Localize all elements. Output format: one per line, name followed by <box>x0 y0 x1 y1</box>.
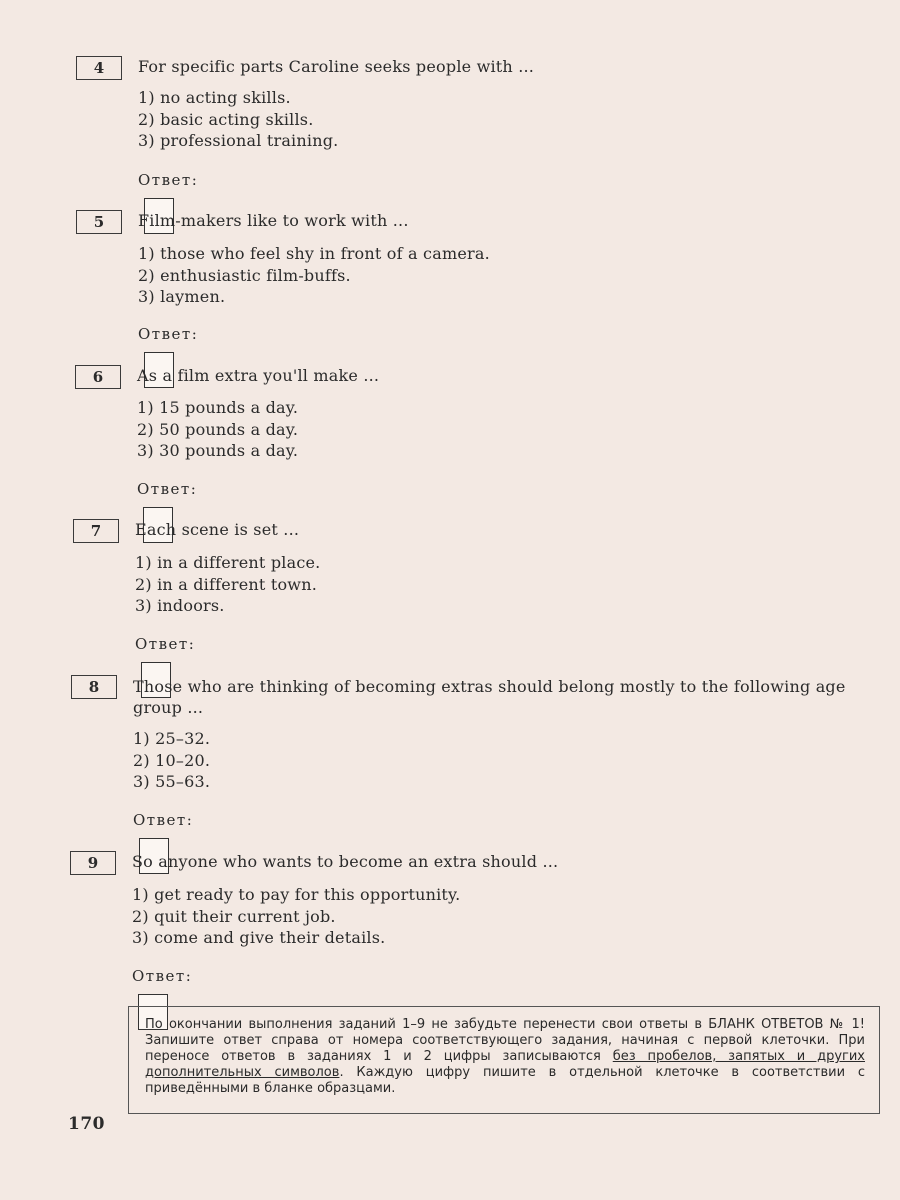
option-2[interactable]: 2) 10–20. <box>133 750 211 770</box>
instruction-note <box>128 1006 880 1114</box>
option-3[interactable]: 3) come and give their details. <box>132 928 386 947</box>
option-3[interactable]: 3) 30 pounds a day. <box>137 441 299 460</box>
option-1[interactable]: 1) in a different place. <box>135 553 321 572</box>
option-3[interactable]: 3) professional training. <box>138 131 339 150</box>
answer-label: Ответ: <box>135 635 196 653</box>
task-number-box: 5 <box>76 210 122 234</box>
answer-row <box>133 802 193 838</box>
answer-row <box>138 316 198 352</box>
task-question: So anyone who wants to become an extra should ... <box>132 852 559 871</box>
option-list <box>135 552 320 617</box>
task-number-box: 8 <box>71 675 117 699</box>
page-number: 170 <box>68 1114 105 1134</box>
answer-label: Ответ: <box>138 325 199 343</box>
answer-label: Ответ: <box>137 480 198 498</box>
option-2[interactable]: 2) in a different town. <box>135 574 317 594</box>
answer-row <box>137 471 197 507</box>
note-text-end: . Каждую цифру пишите в отдельной клеточке в соответствии с приведёнными в бланке образцами. <box>145 1065 865 1096</box>
option-1[interactable]: 1) those who feel shy in front of a camera. <box>138 244 490 263</box>
option-3[interactable]: 3) laymen. <box>138 287 226 306</box>
answer-row <box>135 626 195 662</box>
note-underlined-text: без пробелов, запятых и других дополнительных символов <box>145 1049 866 1080</box>
option-list <box>138 243 490 308</box>
option-2[interactable]: 2) 50 pounds a day. <box>137 419 299 439</box>
option-2[interactable]: 2) enthusiastic film-buffs. <box>138 265 351 285</box>
option-2[interactable]: 2) basic acting skills. <box>138 109 314 129</box>
task-number-box: 7 <box>73 519 119 543</box>
option-3[interactable]: 3) 55–63. <box>133 772 211 791</box>
task-question: Those who are thinking of becoming extras should belong mostly to the following age group ... <box>133 677 846 717</box>
note-text: По окончании выполнения заданий 1–9 не забудьте перенести свои ответы в БЛАНК ОТВЕТОВ № 1! Запишите ответ справа от номера соответствующего задания, начиная с первой клеточки. При переносе ответов в заданиях 1 и 2 цифры записываются <box>145 1017 865 1064</box>
task-question: Each scene is set ... <box>135 520 300 539</box>
task-question: Film-makers like to work with ... <box>138 211 409 230</box>
answer-row <box>138 162 198 198</box>
task-question: For specific parts Caroline seeks people with ... <box>138 57 535 76</box>
answer-label: Ответ: <box>132 967 193 985</box>
option-list <box>133 728 210 793</box>
option-list <box>138 87 338 152</box>
option-1[interactable]: 1) no acting skills. <box>138 88 291 107</box>
task-number-box: 4 <box>76 56 122 80</box>
option-list <box>132 884 460 949</box>
option-3[interactable]: 3) indoors. <box>135 596 225 615</box>
task-question: As a film extra you'll make ... <box>137 366 380 385</box>
option-1[interactable]: 1) get ready to pay for this opportunity. <box>132 885 461 904</box>
option-list <box>137 397 298 462</box>
option-1[interactable]: 1) 25–32. <box>133 729 211 748</box>
answer-label: Ответ: <box>133 811 194 829</box>
task-number-box: 9 <box>70 851 116 875</box>
option-2[interactable]: 2) quit their current job. <box>132 906 336 926</box>
option-1[interactable]: 1) 15 pounds a day. <box>137 398 299 417</box>
answer-label: Ответ: <box>138 171 199 189</box>
task-number-box: 6 <box>75 365 121 389</box>
answer-row <box>132 958 192 994</box>
